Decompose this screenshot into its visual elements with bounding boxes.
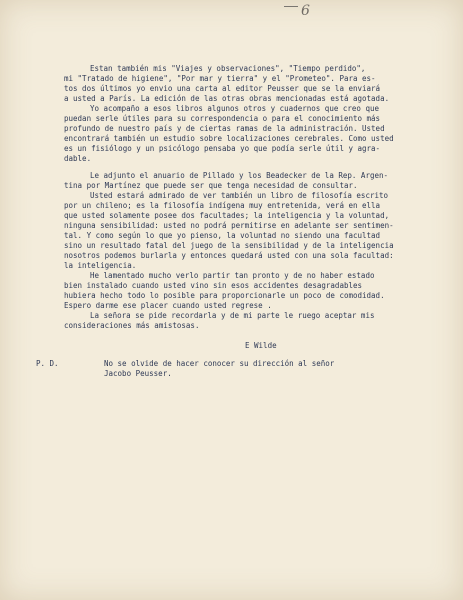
letter-line: ninguna sensibilidad: usted no podrá permitirse en adelante ser sentimen- [64,221,394,230]
letter-line: mi "Tratado de higiene", "Por mar y tierra" y el "Prometeo". Para es- [64,74,376,83]
postscript-line: No se olvide de hacer conocer su dirección al señor [104,359,335,368]
letter-line: tal. Y como según lo que yo pienso, la voluntad no siendo una facultad [64,231,381,240]
postscript-line: Jacobo Peusser. [104,369,172,378]
letter-line: tos dos últimos yo envio una carta al editor Peusser que se la enviará [64,84,381,93]
letter-line: sino un resultado fatal del juego de la sensibilidad y de la inteligencia [64,241,394,250]
letter-line: La señora se pide recordarla y de mi parte le ruego aceptar mis [90,311,375,320]
postscript-label: P. D. [36,359,59,368]
letter-line: es un fisiólogo y un psicólogo pensaba yo que podía serle útil y agra- [64,144,381,153]
letter-line: puedan serle útiles para su correspondencia o para el conocimiento más [64,114,381,123]
letter-line: Estan también mis "Viajes y observaciones", "Tiempo perdido", [90,64,366,73]
letter-line: profundo de nuestro país y de ciertas ramas de la administración. Usted [64,124,385,133]
letter-line: la inteligencia. [64,261,137,270]
letter-line: Le adjunto el anuario de Pillado y los Beadecker de la Rep. Argen- [90,171,389,180]
letter-line: encontrará también un estudio sobre localizaciones cerebrales. Como usted [64,134,394,143]
letter-line: hubiera hecho todo lo posible para proporcionarle un poco de comodidad. [64,291,385,300]
letter-line: tina por Martínez que puede ser que tenga necesidad de consultar. [64,181,358,190]
letter-line: Espero darme ese placer cuando usted regrese . [64,301,272,310]
letter-line: consideraciones más amistosas. [64,321,200,330]
letter-line: dable. [64,154,92,163]
letter-line: Usted estará admirado de ver también un libro de filosofía escrito [90,191,389,200]
signature: E Wilde [245,341,277,350]
letter-line: He lamentado mucho verlo partir tan pronto y de no haber estado [90,271,375,280]
letter-line: a usted a París. La edición de las otras obras mencionadas está agotada. [64,94,390,103]
page-number: 6 [301,3,310,19]
letter-line: nosotros podemos burlarla y entonces quedará usted con una sola facultad: [64,251,394,260]
letter-line: que usted solamente posee dos facultades; la inteligencia y la voluntad, [64,211,390,220]
letter-line: por un chileno; es la filosofía indígena muy entretenida, verá en ella [64,201,381,210]
letter-line: bien instalado cuando usted vino sin esos accidentes desagradables [64,281,363,290]
letter-line: Yo acompaño a esos libros algunos otros y cuadernos que creo que [90,104,379,113]
